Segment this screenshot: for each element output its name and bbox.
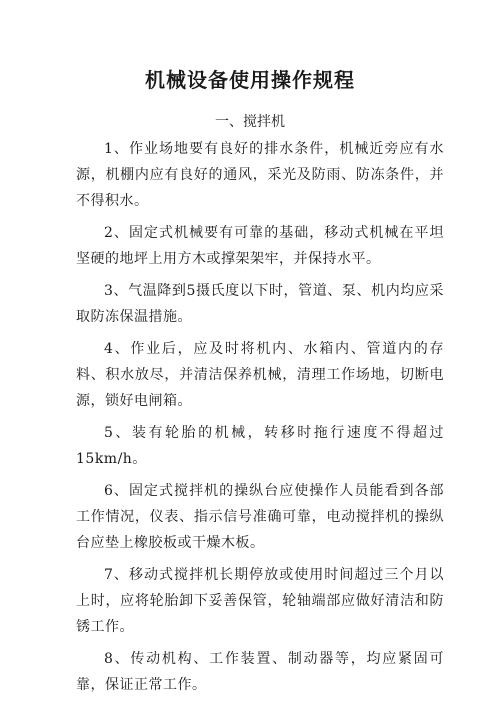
paragraph-4: 4、作业后，应及时将机内、水箱内、管道内的存料、积水放尽，并清洁保养机械，清理工作场地，切断电源，锁好电闸箱。 xyxy=(76,341,444,409)
paragraph-6: 6、固定式搅拌机的操纵台应使操作人员能看到各部工作情况，仪表、指示信号准确可靠，电动搅拌机的操纵台应垫上橡胶板或干燥木板。 xyxy=(76,483,444,551)
section-heading: 一、搅拌机 xyxy=(215,114,285,130)
paragraph-1: 1、作业场地要有良好的排水条件，机械近旁应有水源，机棚内应有良好的通风，采光及防雨、防冻条件，并不得积水。 xyxy=(76,141,444,209)
paragraph-8: 8、传动机构、工作装置、制动器等，均应紧固可靠，保证正常工作。 xyxy=(76,651,444,693)
paragraph-7: 7、移动式搅拌机长期停放或使用时间超过三个月以上时，应将轮胎卸下妥善保管，轮轴端部应做好清洁和防锈工作。 xyxy=(76,567,444,635)
document-title: 机械设备使用操作规程 xyxy=(145,68,355,92)
paragraph-2: 2、固定式机械要有可靠的基础，移动式机械在平坦坚硬的地坪上用方木或撑架架牢，并保持水平。 xyxy=(76,225,444,267)
paragraph-5: 5、装有轮胎的机械，转移时拖行速度不得超过15km/h。 xyxy=(76,425,444,467)
paragraph-3: 3、气温降到5摄氏度以下时，管道、泵、机内均应采取防冻保温措施。 xyxy=(76,283,444,325)
